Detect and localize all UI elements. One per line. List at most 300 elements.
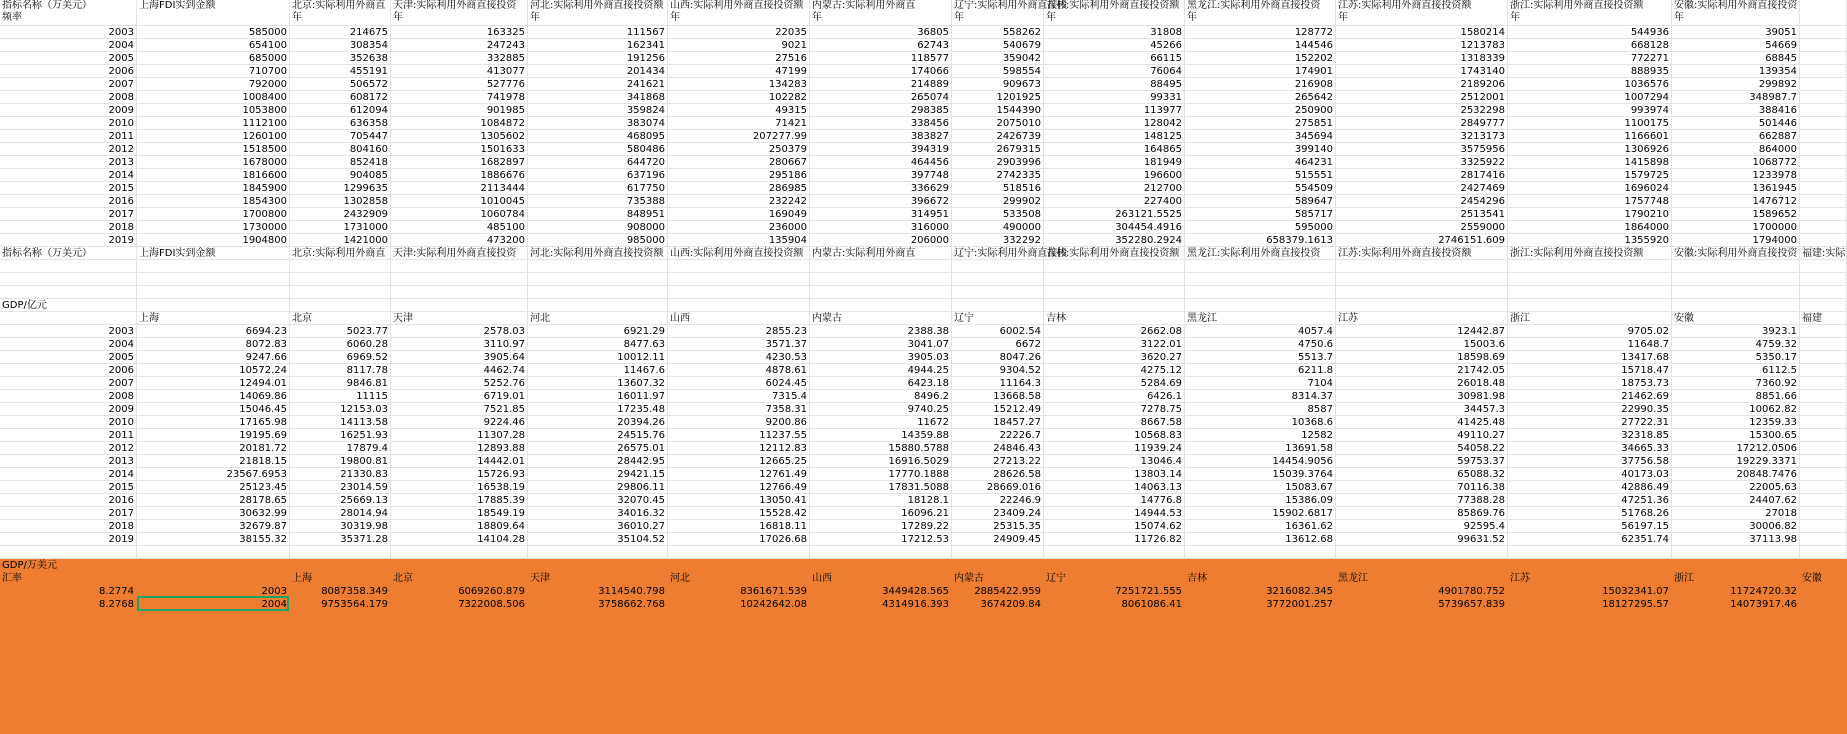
cell[interactable]: 2014 — [0, 169, 137, 182]
cell[interactable]: 135904 — [668, 234, 810, 247]
cell[interactable]: 662887 — [1672, 130, 1800, 143]
cell[interactable]: 174901 — [1185, 65, 1336, 78]
cell[interactable]: 17235.48 — [528, 403, 668, 416]
cell[interactable]: 18457.27 — [952, 416, 1044, 429]
cell[interactable] — [810, 273, 952, 286]
cell[interactable]: 2512001 — [1336, 91, 1508, 104]
cell[interactable]: 348987.7 — [1672, 91, 1800, 104]
cell[interactable]: 11726.82 — [1044, 533, 1185, 546]
cell[interactable] — [1800, 494, 1847, 507]
cell[interactable] — [137, 299, 290, 312]
cell[interactable]: 8496.2 — [810, 390, 952, 403]
cell[interactable]: 18127295.57 — [1508, 598, 1672, 611]
cell[interactable] — [1800, 481, 1847, 494]
cell[interactable]: 1589652 — [1672, 208, 1800, 221]
cell[interactable] — [137, 559, 290, 572]
cell[interactable] — [1508, 559, 1672, 572]
cell[interactable]: 13050.41 — [668, 494, 810, 507]
cell[interactable]: 21462.69 — [1508, 390, 1672, 403]
cell[interactable] — [1800, 156, 1847, 169]
cell[interactable]: 12766.49 — [668, 481, 810, 494]
cell[interactable] — [1800, 520, 1847, 533]
cell[interactable]: 92595.4 — [1336, 520, 1508, 533]
cell[interactable]: 15039.3764 — [1185, 468, 1336, 481]
cell[interactable]: 985000 — [528, 234, 668, 247]
cell[interactable]: 17770.1888 — [810, 468, 952, 481]
cell[interactable]: 8361671.539 — [668, 585, 810, 598]
cell[interactable]: 24846.43 — [952, 442, 1044, 455]
cell[interactable]: 11724720.32 — [1672, 585, 1800, 598]
cell[interactable]: 1421000 — [290, 234, 391, 247]
cell[interactable]: 河北:实际利用外商直接投资额 — [528, 247, 668, 260]
cell[interactable]: 908000 — [528, 221, 668, 234]
cell[interactable]: 21330.83 — [290, 468, 391, 481]
cell[interactable]: 3216082.345 — [1185, 585, 1336, 598]
cell[interactable]: 527776 — [391, 78, 528, 91]
cell[interactable]: 352280.2924 — [1044, 234, 1185, 247]
cell[interactable]: 685000 — [137, 52, 290, 65]
cell[interactable] — [1800, 377, 1847, 390]
cell[interactable]: 1007294 — [1508, 91, 1672, 104]
cell[interactable] — [1800, 390, 1847, 403]
cell[interactable]: 10568.83 — [1044, 429, 1185, 442]
cell[interactable] — [1800, 299, 1847, 312]
cell[interactable]: 71421 — [668, 117, 810, 130]
cell[interactable]: 338456 — [810, 117, 952, 130]
cell[interactable]: 62351.74 — [1508, 533, 1672, 546]
cell[interactable]: 299892 — [1672, 78, 1800, 91]
cell[interactable]: 7315.4 — [668, 390, 810, 403]
cell[interactable]: 吉林 — [1044, 312, 1185, 325]
cell[interactable]: 4901780.752 — [1336, 585, 1508, 598]
cell[interactable]: 558262 — [952, 26, 1044, 39]
cell[interactable] — [528, 299, 668, 312]
cell[interactable]: 341868 — [528, 91, 668, 104]
cell[interactable]: 2003 — [0, 325, 137, 338]
cell[interactable]: 8072.83 — [137, 338, 290, 351]
cell[interactable]: 8087358.349 — [290, 585, 391, 598]
cell[interactable]: 1201925 — [952, 91, 1044, 104]
cell[interactable]: 16818.11 — [668, 520, 810, 533]
cell[interactable] — [1336, 299, 1508, 312]
cell[interactable]: 68845 — [1672, 52, 1800, 65]
cell[interactable]: 901985 — [391, 104, 528, 117]
cell[interactable]: 169049 — [668, 208, 810, 221]
cell[interactable]: 1010045 — [391, 195, 528, 208]
cell[interactable]: 16096.21 — [810, 507, 952, 520]
cell[interactable] — [810, 299, 952, 312]
cell[interactable] — [137, 286, 290, 299]
cell[interactable]: 2015 — [0, 182, 137, 195]
cell[interactable]: 16916.5029 — [810, 455, 952, 468]
cell[interactable]: 792000 — [137, 78, 290, 91]
cell[interactable] — [0, 286, 137, 299]
cell[interactable]: 3114540.798 — [528, 585, 668, 598]
cell[interactable]: 北京 — [391, 572, 528, 585]
cell[interactable]: 40173.03 — [1508, 468, 1672, 481]
cell[interactable]: 12761.49 — [668, 468, 810, 481]
cell[interactable]: 24407.62 — [1672, 494, 1800, 507]
cell[interactable]: 909673 — [952, 78, 1044, 91]
cell[interactable] — [1800, 130, 1847, 143]
cell[interactable]: 216908 — [1185, 78, 1336, 91]
cell[interactable] — [1508, 286, 1672, 299]
cell[interactable] — [528, 286, 668, 299]
cell[interactable]: 26018.48 — [1336, 377, 1508, 390]
cell[interactable]: 7358.31 — [668, 403, 810, 416]
cell[interactable]: 1068772 — [1672, 156, 1800, 169]
cell[interactable]: 1864000 — [1508, 221, 1672, 234]
cell[interactable]: 7521.85 — [391, 403, 528, 416]
cell[interactable]: 13668.58 — [952, 390, 1044, 403]
cell[interactable]: 5023.77 — [290, 325, 391, 338]
cell[interactable]: 45266 — [1044, 39, 1185, 52]
cell[interactable]: 18128.1 — [810, 494, 952, 507]
cell[interactable]: 4314916.393 — [810, 598, 952, 611]
cell[interactable]: 51768.26 — [1508, 507, 1672, 520]
cell[interactable] — [1336, 273, 1508, 286]
cell[interactable] — [1185, 286, 1336, 299]
cell[interactable]: 2426739 — [952, 130, 1044, 143]
cell[interactable]: 28669.016 — [952, 481, 1044, 494]
cell[interactable]: 22005.63 — [1672, 481, 1800, 494]
cell[interactable]: 23409.24 — [952, 507, 1044, 520]
cell[interactable]: 16361.62 — [1185, 520, 1336, 533]
cell[interactable]: 399140 — [1185, 143, 1336, 156]
cell[interactable]: 28626.58 — [952, 468, 1044, 481]
cell[interactable]: 2679315 — [952, 143, 1044, 156]
cell[interactable]: 332885 — [391, 52, 528, 65]
cell[interactable]: 864000 — [1672, 143, 1800, 156]
cell[interactable]: 265074 — [810, 91, 952, 104]
cell[interactable]: 47199 — [668, 65, 810, 78]
cell[interactable]: 10062.82 — [1672, 403, 1800, 416]
cell[interactable]: 福建:实际 — [1802, 248, 1846, 259]
cell[interactable]: 15880.5788 — [810, 442, 952, 455]
cell[interactable]: 66115 — [1044, 52, 1185, 65]
cell[interactable]: 5350.17 — [1672, 351, 1800, 364]
cell[interactable] — [1185, 546, 1336, 559]
cell[interactable] — [952, 559, 1044, 572]
cell[interactable] — [528, 260, 668, 273]
cell[interactable] — [1800, 117, 1847, 130]
cell[interactable]: 30319.98 — [290, 520, 391, 533]
cell[interactable]: 4057.4 — [1185, 325, 1336, 338]
cell[interactable]: 14113.58 — [290, 416, 391, 429]
cell[interactable]: 21742.05 — [1336, 364, 1508, 377]
cell[interactable]: 1904800 — [137, 234, 290, 247]
cell[interactable]: 12665.25 — [668, 455, 810, 468]
cell[interactable]: 14359.88 — [810, 429, 952, 442]
cell[interactable]: 吉林:实际利用外商直接投资额 年 — [1044, 0, 1185, 26]
cell[interactable]: 2113444 — [391, 182, 528, 195]
cell[interactable]: 2427469 — [1336, 182, 1508, 195]
cell[interactable] — [1800, 65, 1847, 78]
cell[interactable]: 19800.81 — [290, 455, 391, 468]
cell[interactable]: 2008 — [0, 390, 137, 403]
cell[interactable]: 2662.08 — [1044, 325, 1185, 338]
cell[interactable]: 206000 — [810, 234, 952, 247]
cell[interactable]: 17212.0506 — [1672, 442, 1800, 455]
cell[interactable] — [1336, 546, 1508, 559]
cell[interactable]: 河北 — [528, 312, 668, 325]
cell[interactable] — [1800, 234, 1847, 247]
cell[interactable]: 2189206 — [1336, 78, 1508, 91]
cell[interactable]: 吉林:实际利用外商直接投资额 — [1044, 247, 1185, 260]
cell[interactable]: 11115 — [290, 390, 391, 403]
cell[interactable]: 17165.98 — [137, 416, 290, 429]
cell[interactable]: 2004 — [0, 338, 137, 351]
cell[interactable]: 6024.45 — [668, 377, 810, 390]
cell[interactable]: 14104.28 — [391, 533, 528, 546]
cell[interactable]: 232242 — [668, 195, 810, 208]
cell[interactable] — [391, 273, 528, 286]
cell[interactable]: 15718.47 — [1508, 364, 1672, 377]
cell[interactable]: 安徽 — [1672, 312, 1800, 325]
cell[interactable] — [1800, 507, 1847, 520]
cell[interactable]: 144546 — [1185, 39, 1336, 52]
cell[interactable]: 江苏:实际利用外商直接投资额 年 — [1336, 0, 1508, 26]
cell[interactable]: 2559000 — [1336, 221, 1508, 234]
cell[interactable]: 14063.13 — [1044, 481, 1185, 494]
cell[interactable]: 30632.99 — [137, 507, 290, 520]
cell[interactable]: 1260100 — [137, 130, 290, 143]
cell[interactable]: 397748 — [810, 169, 952, 182]
cell[interactable]: 2885422.959 — [952, 585, 1044, 598]
cell[interactable]: 上海 — [290, 572, 391, 585]
cell[interactable]: 6719.01 — [391, 390, 528, 403]
cell[interactable]: 8851.66 — [1672, 390, 1800, 403]
cell[interactable]: 22226.7 — [952, 429, 1044, 442]
cell[interactable]: 18809.64 — [391, 520, 528, 533]
cell[interactable]: 1579725 — [1508, 169, 1672, 182]
cell[interactable]: 天津 — [391, 312, 528, 325]
cell[interactable]: 27018 — [1672, 507, 1800, 520]
cell[interactable] — [1185, 260, 1336, 273]
cell[interactable]: 10242642.08 — [668, 598, 810, 611]
cell[interactable]: 2017 — [0, 507, 137, 520]
cell[interactable]: 3923.1 — [1672, 325, 1800, 338]
cell[interactable]: 6921.29 — [528, 325, 668, 338]
cell[interactable]: 241621 — [528, 78, 668, 91]
cell[interactable]: 6112.5 — [1672, 364, 1800, 377]
cell[interactable]: 15046.45 — [137, 403, 290, 416]
cell[interactable]: 2015 — [0, 481, 137, 494]
cell[interactable]: 山西 — [668, 312, 810, 325]
cell[interactable]: 4462.74 — [391, 364, 528, 377]
cell[interactable]: 6002.54 — [952, 325, 1044, 338]
cell[interactable]: 608172 — [290, 91, 391, 104]
cell[interactable]: 1476712 — [1672, 195, 1800, 208]
cell[interactable]: 32070.45 — [528, 494, 668, 507]
cell[interactable]: 8.2774 — [0, 585, 137, 598]
cell[interactable]: 汇率 — [0, 572, 137, 585]
cell[interactable]: 993974 — [1508, 104, 1672, 117]
cell[interactable]: 15074.62 — [1044, 520, 1185, 533]
cell[interactable]: 32318.85 — [1508, 429, 1672, 442]
cell[interactable]: 11939.24 — [1044, 442, 1185, 455]
cell[interactable]: 14776.8 — [1044, 494, 1185, 507]
cell[interactable]: 3674209.84 — [952, 598, 1044, 611]
cell[interactable]: 345694 — [1185, 130, 1336, 143]
cell[interactable] — [1044, 559, 1185, 572]
cell[interactable]: 134283 — [668, 78, 810, 91]
cell[interactable]: 5252.76 — [391, 377, 528, 390]
cell[interactable]: 298385 — [810, 104, 952, 117]
cell[interactable]: 6426.1 — [1044, 390, 1185, 403]
cell[interactable]: 113977 — [1044, 104, 1185, 117]
cell[interactable]: 1060784 — [391, 208, 528, 221]
cell[interactable] — [1672, 286, 1800, 299]
cell[interactable]: 848951 — [528, 208, 668, 221]
cell[interactable] — [1672, 260, 1800, 273]
cell[interactable]: 13417.68 — [1508, 351, 1672, 364]
cell[interactable]: 250379 — [668, 143, 810, 156]
cell[interactable]: 1112100 — [137, 117, 290, 130]
cell[interactable]: 7104 — [1185, 377, 1336, 390]
cell[interactable]: 34016.32 — [528, 507, 668, 520]
cell[interactable]: 359042 — [952, 52, 1044, 65]
cell[interactable]: 1544390 — [952, 104, 1044, 117]
cell[interactable]: 29806.11 — [528, 481, 668, 494]
cell[interactable]: 30981.98 — [1336, 390, 1508, 403]
cell[interactable]: 13803.14 — [1044, 468, 1185, 481]
cell[interactable]: 2742335 — [952, 169, 1044, 182]
cell[interactable]: 1166601 — [1508, 130, 1672, 143]
cell[interactable]: 上海FDI实到金额 — [137, 0, 290, 26]
cell[interactable]: 29421.15 — [528, 468, 668, 481]
cell[interactable]: 1213783 — [1336, 39, 1508, 52]
cell[interactable]: 280667 — [668, 156, 810, 169]
cell[interactable]: 42886.49 — [1508, 481, 1672, 494]
cell[interactable]: 174066 — [810, 65, 952, 78]
cell[interactable] — [668, 273, 810, 286]
cell[interactable] — [668, 299, 810, 312]
cell[interactable]: 14442.01 — [391, 455, 528, 468]
cell[interactable]: 13691.58 — [1185, 442, 1336, 455]
cell[interactable]: 1518500 — [137, 143, 290, 156]
cell[interactable]: 658379.1613 — [1185, 234, 1336, 247]
cell[interactable]: 2746151.609 — [1336, 234, 1508, 247]
cell[interactable]: 181949 — [1044, 156, 1185, 169]
cell[interactable]: 2004 — [0, 39, 137, 52]
cell[interactable] — [1336, 559, 1508, 572]
cell[interactable]: 2016 — [0, 195, 137, 208]
cell[interactable]: 14454.9056 — [1185, 455, 1336, 468]
cell[interactable]: 2011 — [0, 130, 137, 143]
cell[interactable]: 13046.4 — [1044, 455, 1185, 468]
cell[interactable] — [1044, 299, 1185, 312]
cell[interactable]: 内蒙古 — [810, 312, 952, 325]
cell[interactable] — [290, 273, 391, 286]
cell[interactable]: 20394.26 — [528, 416, 668, 429]
cell[interactable]: 2849777 — [1336, 117, 1508, 130]
cell[interactable]: 1731000 — [290, 221, 391, 234]
cell[interactable]: 148125 — [1044, 130, 1185, 143]
cell[interactable]: 888935 — [1508, 65, 1672, 78]
cell[interactable]: 3575956 — [1336, 143, 1508, 156]
cell[interactable]: 1318339 — [1336, 52, 1508, 65]
cell[interactable]: 江苏 — [1508, 572, 1672, 585]
cell[interactable]: 河北 — [668, 572, 810, 585]
cell[interactable]: 32679.87 — [137, 520, 290, 533]
cell[interactable]: 16538.19 — [391, 481, 528, 494]
cell[interactable]: 286985 — [668, 182, 810, 195]
cell[interactable]: 6069260.879 — [391, 585, 528, 598]
cell[interactable]: 17212.53 — [810, 533, 952, 546]
cell[interactable]: 118577 — [810, 52, 952, 65]
cell[interactable] — [528, 546, 668, 559]
cell[interactable]: 111567 — [528, 26, 668, 39]
cell[interactable]: 852418 — [290, 156, 391, 169]
cell[interactable]: 212700 — [1044, 182, 1185, 195]
cell[interactable]: 3571.37 — [668, 338, 810, 351]
cell[interactable]: 1036576 — [1508, 78, 1672, 91]
cell[interactable]: 201434 — [528, 65, 668, 78]
cell[interactable] — [1044, 273, 1185, 286]
cell[interactable] — [1800, 0, 1847, 26]
cell[interactable]: 1854300 — [137, 195, 290, 208]
cell[interactable] — [1800, 546, 1847, 559]
cell[interactable]: 1678000 — [137, 156, 290, 169]
cell[interactable]: 1816600 — [137, 169, 290, 182]
cell[interactable]: 388416 — [1672, 104, 1800, 117]
cell[interactable]: 4230.53 — [668, 351, 810, 364]
cell[interactable]: 3905.03 — [810, 351, 952, 364]
cell[interactable]: 2817416 — [1336, 169, 1508, 182]
cell[interactable]: 540679 — [952, 39, 1044, 52]
cell[interactable]: 54669 — [1672, 39, 1800, 52]
cell[interactable]: 9753564.179 — [290, 598, 391, 611]
cell[interactable]: 636358 — [290, 117, 391, 130]
cell[interactable]: 福建 — [1800, 312, 1847, 325]
cell[interactable]: 554509 — [1185, 182, 1336, 195]
cell[interactable]: 2003 — [0, 26, 137, 39]
cell[interactable] — [1508, 260, 1672, 273]
cell[interactable] — [391, 286, 528, 299]
cell[interactable]: 2454296 — [1336, 195, 1508, 208]
cell[interactable]: 35371.28 — [290, 533, 391, 546]
cell[interactable]: 22035 — [668, 26, 810, 39]
cell[interactable]: 38155.32 — [137, 533, 290, 546]
cell[interactable]: 585000 — [137, 26, 290, 39]
cell[interactable]: 22246.9 — [952, 494, 1044, 507]
cell[interactable] — [1800, 104, 1847, 117]
cell[interactable]: 1743140 — [1336, 65, 1508, 78]
cell[interactable]: 1757748 — [1508, 195, 1672, 208]
cell[interactable]: 585717 — [1185, 208, 1336, 221]
cell[interactable]: 指标名称（万美元） — [0, 247, 137, 260]
cell[interactable]: 9224.46 — [391, 416, 528, 429]
cell[interactable]: 28014.94 — [290, 507, 391, 520]
cell[interactable]: 11307.28 — [391, 429, 528, 442]
cell[interactable] — [668, 546, 810, 559]
cell[interactable]: 13612.68 — [1185, 533, 1336, 546]
cell[interactable]: 668128 — [1508, 39, 1672, 52]
cell[interactable]: 安徽:实际利用外商直接投资 年 — [1672, 0, 1800, 26]
cell[interactable]: 2012 — [0, 442, 137, 455]
cell[interactable]: 9247.66 — [137, 351, 290, 364]
cell[interactable]: 34457.3 — [1336, 403, 1508, 416]
cell[interactable]: 9705.02 — [1508, 325, 1672, 338]
cell[interactable] — [1800, 338, 1847, 351]
cell[interactable]: 天津:实际利用外商直接投资 年 — [391, 0, 528, 26]
cell[interactable]: 15528.42 — [668, 507, 810, 520]
cell[interactable]: 9304.52 — [952, 364, 1044, 377]
cell[interactable]: 247243 — [391, 39, 528, 52]
cell[interactable] — [1800, 143, 1847, 156]
cell[interactable]: 3449428.565 — [810, 585, 952, 598]
